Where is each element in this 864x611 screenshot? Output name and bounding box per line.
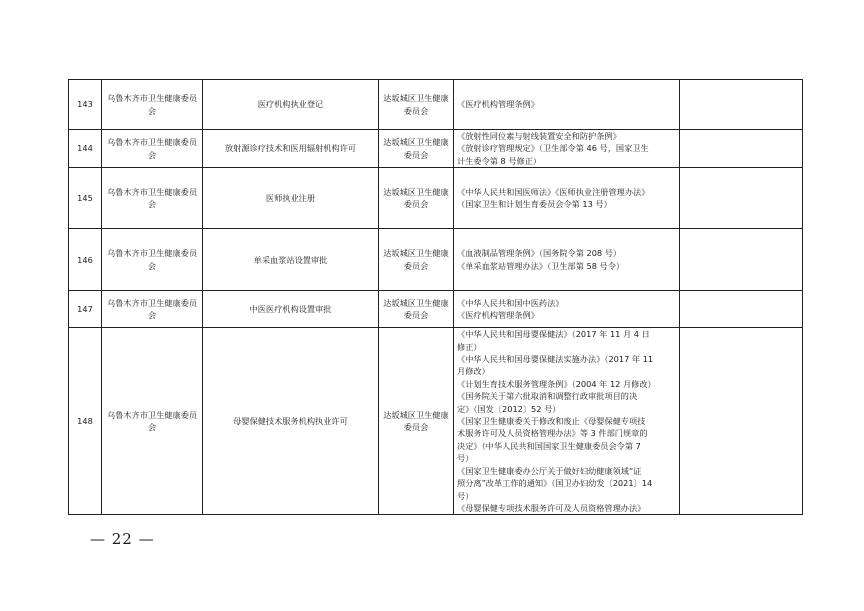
- row-number: 145: [69, 168, 102, 229]
- item-name-cell: 中医医疗机构设置审批: [203, 291, 379, 328]
- remarks-cell: [680, 328, 803, 515]
- item-name-cell: 放射源诊疗技术和医用辐射机构许可: [203, 130, 379, 168]
- legal-basis-line: 计生委令第 8 号修正）: [457, 155, 542, 166]
- legal-basis-line: 术服务许可及人员资格管理办法》等 3 件部门规章的: [457, 428, 648, 439]
- department-cell: 乌鲁木齐市卫生健康委员会: [102, 130, 203, 168]
- legal-basis-line: 《血液制品管理条例》（国务院令第 208 号）: [457, 248, 622, 259]
- legal-basis-line: 修正）: [457, 341, 482, 352]
- legal-basis-line: 《中华人民共和国中医药法》: [457, 297, 564, 308]
- row-number: 147: [69, 291, 102, 328]
- remarks-cell: [680, 168, 803, 229]
- department-cell: 乌鲁木齐市卫生健康委员会: [102, 229, 203, 291]
- department-cell: 乌鲁木齐市卫生健康委员会: [102, 80, 203, 130]
- legal-basis-line: 决定》（中华人民共和国国家卫生健康委员会令第 7: [457, 440, 641, 451]
- legal-basis-line: （国家卫生和计划生育委员会令第 13 号）: [457, 199, 612, 210]
- table-row: [69, 168, 803, 229]
- implementing-org-cell: 达坂城区卫生健康委员会: [379, 80, 454, 130]
- table-row: [69, 130, 803, 168]
- page-number: — 22 —: [90, 530, 155, 548]
- implementing-org-cell: 达坂城区卫生健康委员会: [379, 291, 454, 328]
- legal-basis-cell: [454, 229, 680, 291]
- remarks-cell: [680, 130, 803, 168]
- legal-basis-line: 《国家卫生健康委办公厅关于做好妇幼健康领域“证: [457, 465, 642, 476]
- department-cell: 乌鲁木齐市卫生健康委员会: [102, 328, 203, 515]
- department-cell: 乌鲁木齐市卫生健康委员会: [102, 291, 203, 328]
- legal-basis-line: 号）: [457, 490, 474, 501]
- legal-basis-cell: [454, 80, 680, 130]
- table-row: [69, 328, 803, 515]
- legal-basis-cell: [454, 168, 680, 229]
- remarks-cell: [680, 229, 803, 291]
- row-number: 146: [69, 229, 102, 291]
- legal-basis-line: 《计划生育技术服务管理条例》（2004 年 12 月修改）: [457, 378, 656, 389]
- legal-basis-line: 《放射诊疗管理规定》（卫生部令第 46 号，国家卫生: [457, 143, 649, 154]
- legal-basis-line: 《母婴保健专项技术服务许可及人员资格管理办法》: [457, 502, 646, 513]
- legal-basis-line: 《医疗机构管理条例》: [457, 310, 539, 321]
- legal-basis-line: 照分离”改革工作的通知》（国卫办妇幼发〔2021〕14: [457, 478, 653, 489]
- department-cell: 乌鲁木齐市卫生健康委员会: [102, 168, 203, 229]
- remarks-cell: [680, 291, 803, 328]
- row-number: 148: [69, 328, 102, 515]
- implementing-org-cell: 达坂城区卫生健康委员会: [379, 168, 454, 229]
- row-number: 143: [69, 80, 102, 130]
- legal-basis-cell: [454, 130, 680, 168]
- item-name-cell: 母婴保健技术服务机构执业许可: [203, 328, 379, 515]
- row-number: 144: [69, 130, 102, 168]
- legal-basis-line: 《中华人民共和国母婴保健法》（2017 年 11 月 4 日: [457, 329, 650, 340]
- table-row: [69, 80, 803, 130]
- item-name-cell: 医疗机构执业登记: [203, 80, 379, 130]
- legal-basis-line: 《单采血浆站管理办法》（卫生部第 58 号令）: [457, 260, 625, 271]
- approval-items-table: [68, 79, 803, 515]
- legal-basis-cell: [454, 328, 680, 515]
- legal-basis-line: 《中华人民共和国医师法》《医师执业注册管理办法》: [457, 186, 650, 197]
- legal-basis-line: 《医疗机构管理条例》: [457, 99, 539, 110]
- legal-basis-line: 《国家卫生健康委关于修改和废止《母婴保健专项技: [457, 416, 646, 427]
- table-row: [69, 291, 803, 328]
- legal-basis-line: 《国务院关于第六批取消和调整行政审批项目的决: [457, 391, 638, 402]
- legal-basis-line: 号）: [457, 453, 474, 464]
- legal-basis-line: 定》（国发〔2012〕52 号）: [457, 403, 561, 414]
- item-name-cell: 医师执业注册: [203, 168, 379, 229]
- item-name-cell: 单采血浆站设置审批: [203, 229, 379, 291]
- remarks-cell: [680, 80, 803, 130]
- implementing-org-cell: 达坂城区卫生健康委员会: [379, 229, 454, 291]
- legal-basis-cell: [454, 291, 680, 328]
- legal-basis-line: 《放射性同位素与射线装置安全和防护条例》: [457, 131, 621, 141]
- legal-basis-line: 《中华人民共和国母婴保健法实施办法》（2017 年 11: [457, 354, 654, 365]
- implementing-org-cell: 达坂城区卫生健康委员会: [379, 328, 454, 515]
- table-row: [69, 229, 803, 291]
- implementing-org-cell: 达坂城区卫生健康委员会: [379, 130, 454, 168]
- legal-basis-line: 月修改）: [457, 366, 490, 377]
